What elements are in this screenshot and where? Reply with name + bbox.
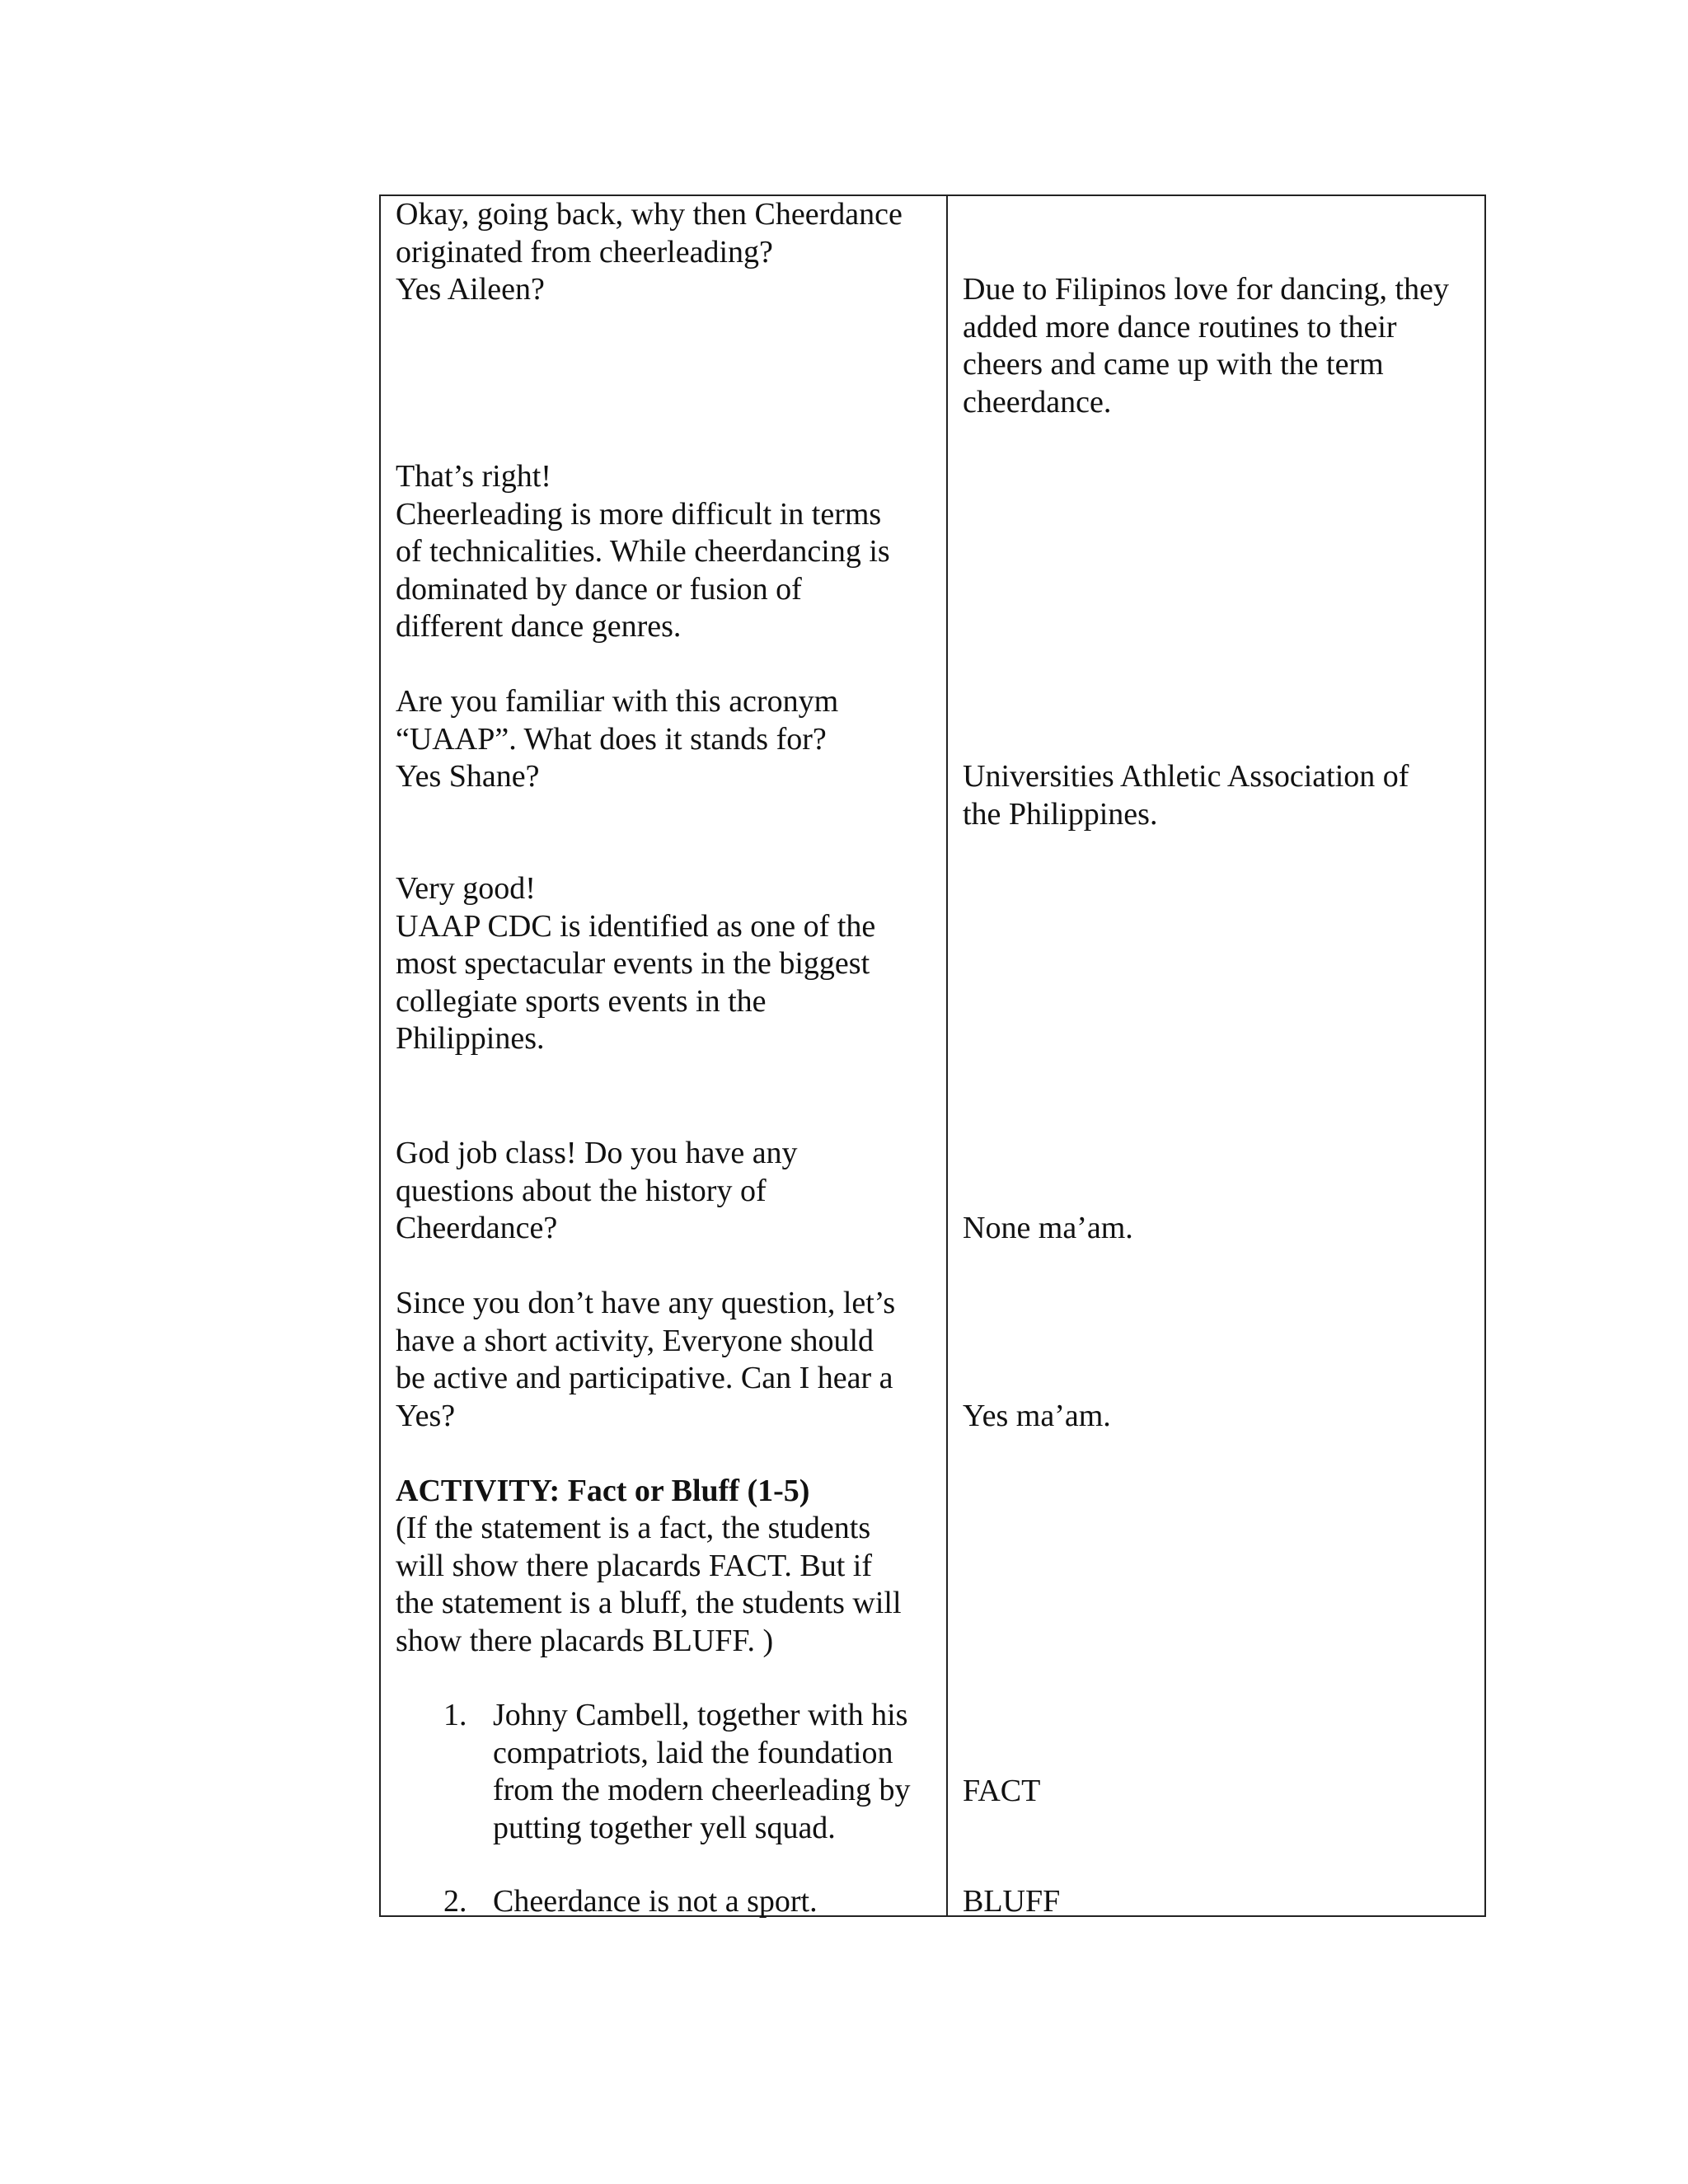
question-uaap-acronym: Are you familiar with this acronym “UAAP”. What does it stands for? Yes Shane? bbox=[396, 684, 839, 794]
teacher-activity-column bbox=[396, 196, 940, 1919]
list-item-number: 1. bbox=[443, 1698, 467, 1732]
activity-instructions: (If the statement is a fact, the students will show there placards FACT. But if the statement is a bluff, the students will show there placards BLUFF. ) bbox=[396, 1511, 902, 1658]
lesson-plan-table bbox=[379, 194, 1486, 1917]
feedback-very-good: Very good! UAAP CDC is identified as one of the most spectacular events in the biggest collegiate sports events in the Philippines. bbox=[396, 871, 876, 1056]
list-item-statement: Johny Cambell, together with his compatriots, laid the foundation from the modern cheerleading by putting together yell squad. bbox=[493, 1698, 911, 1845]
list-item-statement: Cheerdance is not a sport. bbox=[493, 1884, 818, 1919]
answer-none: None ma’am. bbox=[963, 1211, 1133, 1245]
activity-title: ACTIVITY: Fact or Bluff (1-5) bbox=[396, 1474, 810, 1508]
answer-cheerdance-origin: Due to Filipinos love for dancing, they added more dance routines to their cheers and came up with the term cheerdance. bbox=[963, 272, 1449, 419]
answer-item-2: BLUFF bbox=[963, 1884, 1061, 1919]
question-any-questions: God job class! Do you have any questions about the history of Cheerdance? bbox=[396, 1136, 798, 1245]
feedback-thats-right: That’s right! Cheerleading is more difficult in terms of technicalities. While cheerdancing is dominated by dance or fusion of different dance genres. bbox=[396, 459, 890, 644]
activity-introduction: Since you don’t have any question, let’s have a short activity, Everyone should be active and participative. Can I hear a Yes? bbox=[396, 1286, 896, 1433]
answer-yes: Yes ma’am. bbox=[963, 1399, 1111, 1433]
student-response-column bbox=[963, 196, 1482, 1919]
column-divider bbox=[946, 196, 948, 1915]
list-item-number: 2. bbox=[443, 1884, 467, 1919]
answer-uaap: Universities Athletic Association of the Philippines. bbox=[963, 759, 1409, 832]
question-cheerdance-origin: Okay, going back, why then Cheerdance originated from cheerleading? Yes Aileen? bbox=[396, 197, 903, 307]
answer-item-1: FACT bbox=[963, 1774, 1041, 1808]
